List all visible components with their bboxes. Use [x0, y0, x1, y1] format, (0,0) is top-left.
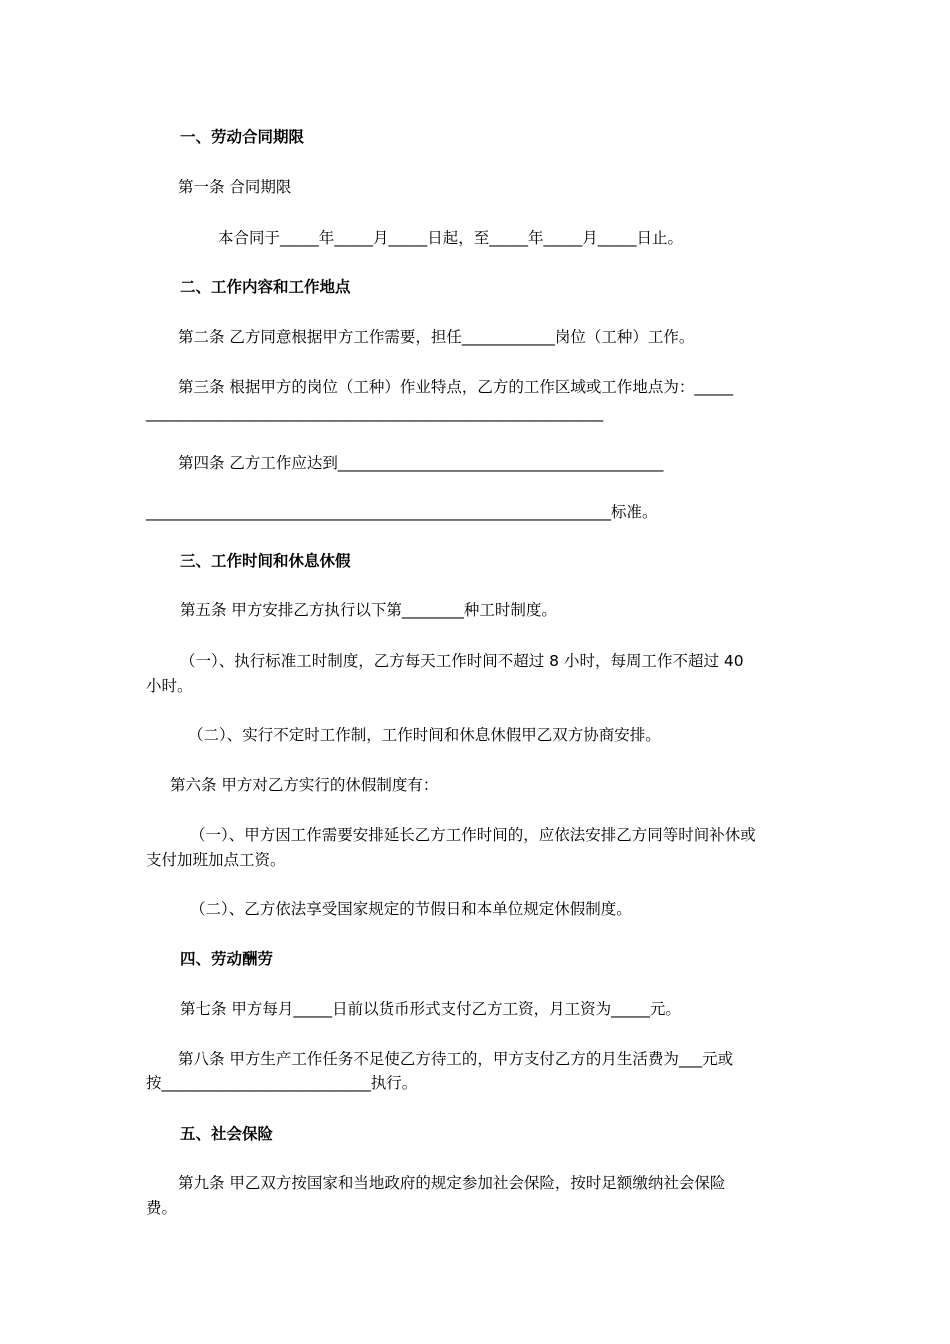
article-6-body: 第六条 甲方对乙方实行的休假制度有： — [170, 776, 439, 794]
article-9-line-2: 费。 — [146, 1199, 178, 1217]
article-1-body: 本合同于_____年_____月_____日起，至_____年_____月_____日止。 — [218, 229, 684, 247]
article-6-item-1-line-2: 支付加班加点工资。 — [146, 851, 286, 869]
article-3-line-2: ___________________________________________________________ — [146, 404, 604, 422]
article-6-item-2: （二）、乙方依法享受国家规定的节假日和本单位规定休假制度。 — [190, 900, 632, 918]
article-5-item-1-line-2: 小时。 — [146, 677, 193, 695]
article-5-item-1-line-1: （一）、执行标准工时制度，乙方每天工作时间不超过 8 小时，每周工作不超过 40 — [180, 652, 744, 670]
article-4-line-2: ____________________________________________________________标准。 — [146, 503, 658, 521]
section-heading-3: 三、工作时间和休息休假 — [180, 552, 351, 570]
article-6-item-1-line-1: （一）、甲方因工作需要安排延长乙方工作时间的，应依法安排乙方同等时间补休或 — [190, 826, 756, 844]
article-8-line-2: 按___________________________执行。 — [146, 1074, 418, 1092]
article-1-title: 第一条 合同期限 — [178, 178, 292, 196]
section-heading-1: 一、劳动合同期限 — [180, 128, 305, 146]
article-5-body: 第五条 甲方安排乙方执行以下第________种工时制度。 — [180, 601, 557, 619]
article-5-item-2: （二）、实行不定时工作制，工作时间和休息休假甲乙双方协商安排。 — [188, 726, 661, 744]
article-4-line-1: 第四条 乙方工作应达到__________________________________________ — [178, 454, 664, 472]
article-9-line-1: 第九条 甲乙双方按国家和当地政府的规定参加社会保险，按时足额缴纳社会保险 — [178, 1174, 726, 1192]
article-7-body: 第七条 甲方每月_____日前以货币形式支付乙方工资，月工资为_____元。 — [180, 1000, 681, 1018]
section-heading-4: 四、劳动酬劳 — [180, 950, 274, 968]
article-8-line-1: 第八条 甲方生产工作任务不足使乙方待工的，甲方支付乙方的月生活费为___元或 — [178, 1050, 734, 1068]
section-heading-5: 五、社会保险 — [180, 1125, 274, 1143]
article-2-body: 第二条 乙方同意根据甲方工作需要，担任____________岗位（工种）工作。 — [178, 328, 695, 346]
article-3-line-1: 第三条 根据甲方的岗位（工种）作业特点，乙方的工作区域或工作地点为：_____ — [178, 378, 734, 396]
section-heading-2: 二、工作内容和工作地点 — [180, 278, 351, 296]
